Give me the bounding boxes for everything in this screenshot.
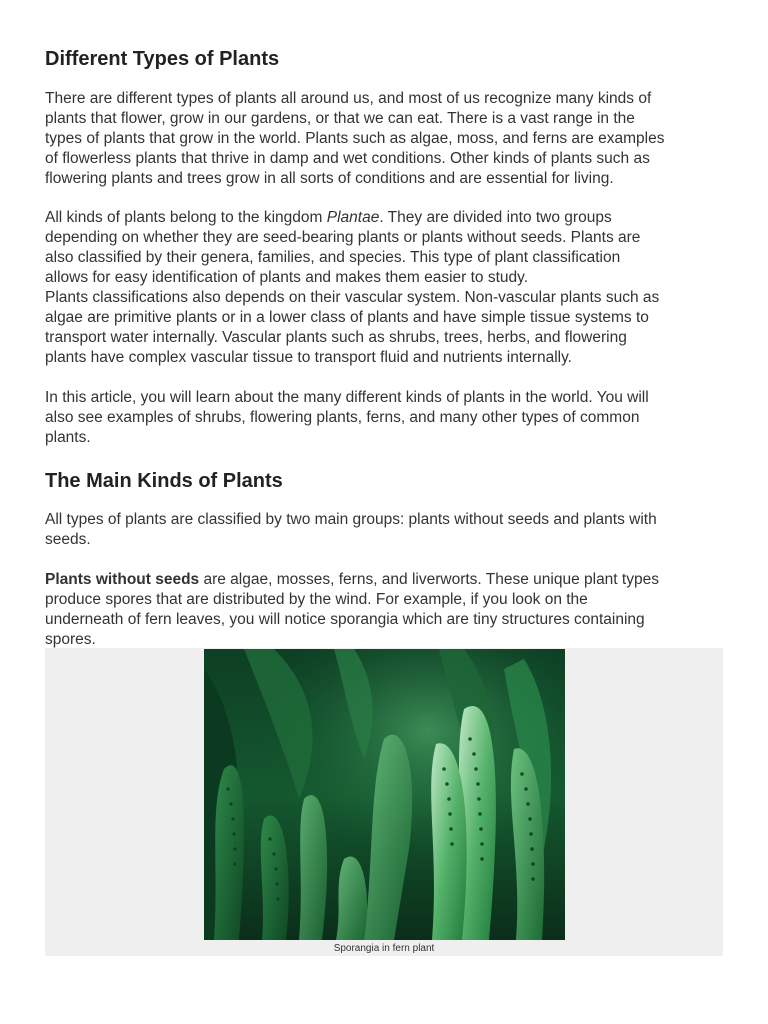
text-line: algae are primitive plants or in a lower class of plants and have simple tissue systems to: [45, 309, 649, 326]
figure-caption: Sporangia in fern plant: [333, 943, 435, 954]
text-line: [45, 208, 727, 228]
text-fragment: All kinds of plants belong to the kingdom: [45, 209, 327, 226]
heading-different-types-of-plants: Different Types of Plants: [45, 48, 280, 70]
term-plantae: Plantae: [326, 209, 380, 226]
paragraph-seedless: [45, 570, 727, 650]
text-line: flowering plants and trees grow in all sorts of conditions and are essential for living.: [45, 170, 614, 187]
text-line: transport water internally. Vascular plants such as shrubs, trees, herbs, and flowering: [45, 329, 627, 346]
text-line: plants.: [45, 429, 91, 446]
text-line: types of plants that grow in the world. Plants such as algae, moss, and ferns are examples: [45, 130, 665, 147]
paragraph-groups: [45, 510, 727, 550]
fern-photo: [204, 649, 565, 940]
text-line: seeds.: [45, 531, 91, 548]
text-line: There are different types of plants all around us, and most of us recognize many kinds of: [45, 90, 652, 107]
text-line: underneath of fern leaves, you will notice sporangia which are tiny structures containing: [45, 611, 645, 628]
text-line: also see examples of shrubs, flowering plants, ferns, and many other types of common: [45, 409, 640, 426]
paragraph-article-intro: [45, 388, 727, 448]
text-line: plants have complex vascular tissue to transport fluid and nutrients internally.: [45, 349, 572, 366]
text-line: allows for easy identification of plants and makes them easier to study.: [45, 269, 529, 286]
heading-main-kinds-of-plants: The Main Kinds of Plants: [45, 470, 283, 492]
text-line: spores.: [45, 631, 96, 648]
text-fragment: . They are divided into two groups: [379, 209, 612, 226]
text-line: plants that flower, grow in our gardens, or that we can eat. There is a vast range in the: [45, 110, 635, 127]
text-line: Plants classifications also depends on their vascular system. Non-vascular plants such as: [45, 289, 660, 306]
text-line: In this article, you will learn about the many different kinds of plants in the world. You will: [45, 389, 649, 406]
text-line: depending on whether they are seed-bearing plants or plants without seeds. Plants are: [45, 229, 641, 246]
figure-fern-photo: [45, 648, 723, 956]
text-line: All types of plants are classified by two main groups: plants without seeds and plants with: [45, 511, 657, 528]
text-line: of flowerless plants that thrive in damp and wet conditions. Other kinds of plants such as: [45, 150, 650, 167]
paragraph-intro: [45, 89, 727, 189]
text-line: produce spores that are distributed by the wind. For example, if you look on the: [45, 591, 588, 608]
paragraph-kingdom: [45, 208, 727, 368]
text-line: also classified by their genera, families, and species. This type of plant classification: [45, 249, 621, 266]
term-plants-without-seeds: Plants without seeds: [45, 571, 200, 588]
text-line: [45, 570, 727, 590]
text-fragment: are algae, mosses, ferns, and liverworts. These unique plant types: [199, 571, 659, 588]
